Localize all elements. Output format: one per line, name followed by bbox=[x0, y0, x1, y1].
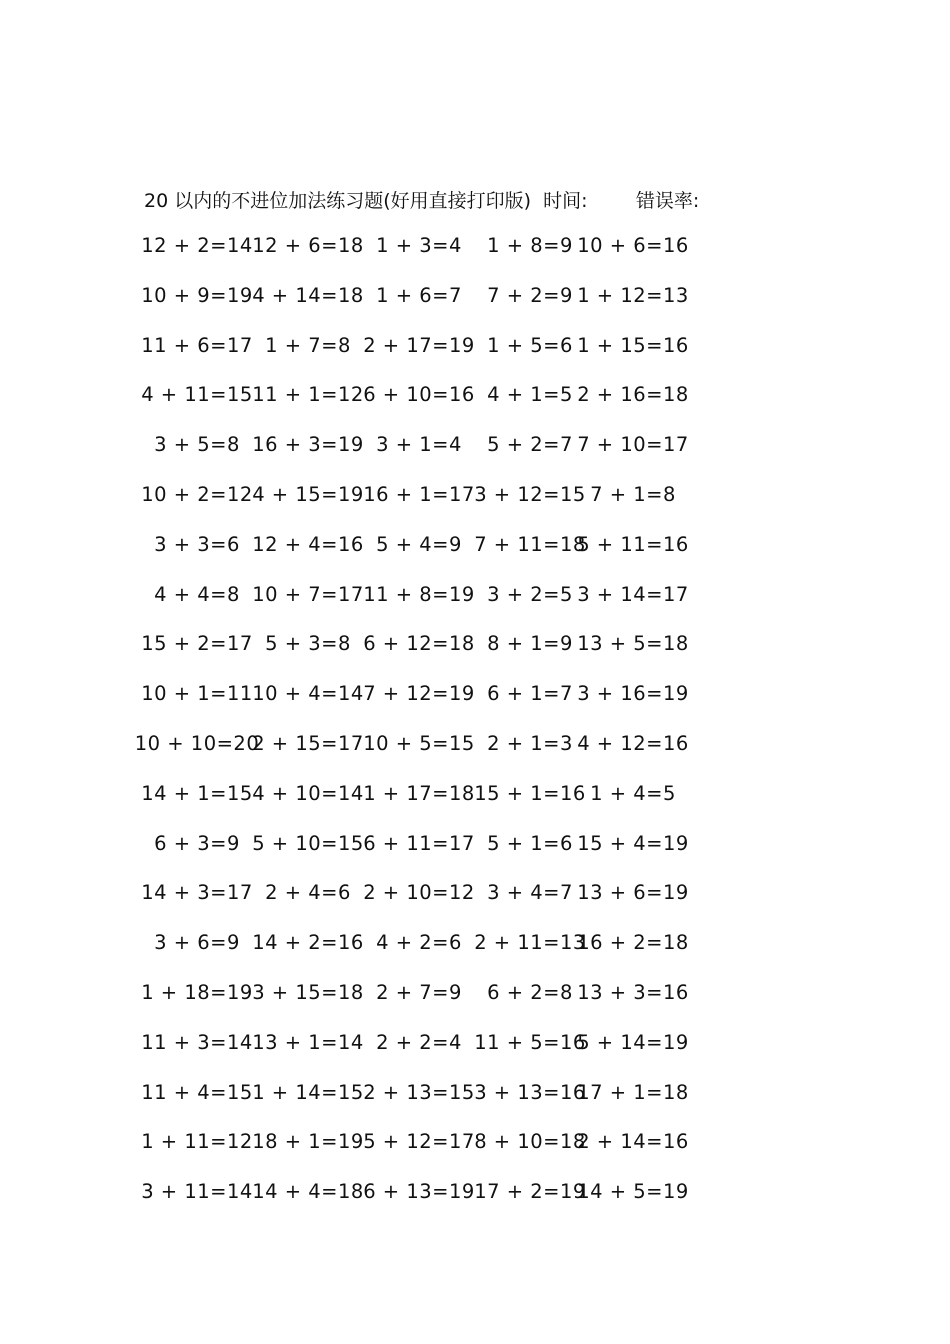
exercise-item: 15 + 4=19 bbox=[577, 831, 689, 855]
exercise-item: 3 + 6=9 bbox=[154, 931, 240, 955]
exercise-item: 1 + 14=15 bbox=[252, 1080, 364, 1104]
exercise-item: 16 + 3=19 bbox=[252, 433, 364, 457]
exercise-row bbox=[0, 981, 950, 1011]
exercise-item: 12 + 6=18 bbox=[252, 234, 364, 257]
exercise-item: 6 + 3=9 bbox=[154, 831, 240, 855]
exercise-item: 14 + 1=15 bbox=[141, 781, 253, 805]
exercise-item: 15 + 2=17 bbox=[141, 632, 253, 656]
exercise-item: 11 + 5=16 bbox=[474, 1030, 586, 1054]
exercise-item: 13 + 1=14 bbox=[252, 1030, 364, 1054]
exercise-item: 10 + 5=15 bbox=[363, 732, 475, 755]
exercise-item: 4 + 10=14 bbox=[252, 781, 364, 805]
exercise-row bbox=[0, 881, 950, 911]
exercise-item: 2 + 16=18 bbox=[577, 383, 689, 407]
exercise-row bbox=[0, 284, 950, 314]
exercise-row bbox=[0, 682, 950, 712]
exercise-item: 13 + 3=16 bbox=[577, 981, 689, 1004]
exercise-item: 2 + 2=4 bbox=[376, 1030, 462, 1054]
exercise-item: 10 + 4=14 bbox=[252, 682, 364, 706]
exercise-item: 3 + 16=19 bbox=[577, 682, 689, 706]
exercise-item: 2 + 11=13 bbox=[474, 931, 586, 955]
exercise-row bbox=[0, 383, 950, 413]
exercise-item: 5 + 2=7 bbox=[487, 433, 573, 457]
exercise-item: 11 + 8=19 bbox=[363, 582, 475, 606]
exercise-item: 6 + 2=8 bbox=[487, 981, 573, 1004]
exercise-item: 5 + 11=16 bbox=[577, 532, 689, 556]
exercise-item: 4 + 2=6 bbox=[376, 931, 462, 955]
exercise-item: 11 + 6=17 bbox=[141, 333, 253, 357]
exercise-item: 5 + 4=9 bbox=[376, 532, 462, 556]
exercise-item: 2 + 15=17 bbox=[252, 732, 364, 755]
exercise-item: 7 + 2=9 bbox=[487, 283, 573, 307]
exercise-item: 12 + 4=16 bbox=[252, 532, 364, 556]
exercise-row bbox=[0, 334, 950, 364]
exercise-item: 1 + 5=6 bbox=[487, 333, 573, 357]
exercise-item: 11 + 1=12 bbox=[252, 383, 364, 407]
exercise-item: 11 + 4=15 bbox=[141, 1080, 253, 1104]
exercise-item: 6 + 12=18 bbox=[363, 632, 475, 656]
exercise-item: 7 + 11=18 bbox=[474, 532, 586, 556]
exercise-item: 10 + 9=19 bbox=[141, 283, 253, 307]
exercise-item: 3 + 2=5 bbox=[487, 582, 573, 606]
exercise-item: 1 + 11=12 bbox=[141, 1130, 253, 1154]
exercise-item: 2 + 17=19 bbox=[363, 333, 475, 357]
exercise-item: 4 + 11=15 bbox=[141, 383, 253, 407]
exercise-item: 10 + 10=20 bbox=[134, 732, 260, 755]
exercise-item: 1 + 8=9 bbox=[487, 234, 573, 257]
exercise-item: 7 + 10=17 bbox=[577, 433, 689, 457]
exercise-row bbox=[0, 1031, 950, 1061]
exercise-item: 5 + 12=17 bbox=[363, 1130, 475, 1154]
exercise-item: 2 + 13=15 bbox=[363, 1080, 475, 1104]
exercise-item: 16 + 1=17 bbox=[363, 483, 475, 506]
exercise-item: 1 + 3=4 bbox=[376, 234, 462, 257]
exercise-item: 10 + 2=12 bbox=[141, 483, 253, 506]
exercise-item: 2 + 1=3 bbox=[487, 732, 573, 755]
exercise-row bbox=[0, 583, 950, 613]
exercise-item: 6 + 1=7 bbox=[487, 682, 573, 706]
exercise-item: 3 + 4=7 bbox=[487, 881, 573, 905]
exercise-item: 5 + 14=19 bbox=[577, 1030, 689, 1054]
exercise-item: 4 + 4=8 bbox=[154, 582, 240, 606]
exercise-item: 2 + 4=6 bbox=[265, 881, 351, 905]
exercise-item: 12 + 2=14 bbox=[141, 234, 253, 257]
exercise-item: 2 + 7=9 bbox=[376, 981, 462, 1004]
exercise-row bbox=[0, 782, 950, 812]
exercise-item: 3 + 1=4 bbox=[376, 433, 462, 457]
exercise-item: 7 + 12=19 bbox=[363, 682, 475, 706]
exercise-item: 3 + 15=18 bbox=[252, 981, 364, 1004]
exercise-row bbox=[0, 533, 950, 563]
exercise-row bbox=[0, 433, 950, 463]
exercise-item: 16 + 2=18 bbox=[577, 931, 689, 955]
exercise-item: 1 + 12=13 bbox=[577, 283, 689, 307]
exercise-item: 6 + 11=17 bbox=[363, 831, 475, 855]
exercise-item: 10 + 6=16 bbox=[577, 234, 689, 257]
exercise-item: 14 + 2=16 bbox=[252, 931, 364, 955]
exercise-item: 3 + 12=15 bbox=[474, 483, 586, 506]
exercise-item: 5 + 1=6 bbox=[487, 831, 573, 855]
exercise-item: 1 + 15=16 bbox=[577, 333, 689, 357]
exercise-row bbox=[0, 1180, 950, 1210]
exercise-item: 4 + 15=19 bbox=[252, 483, 364, 506]
exercise-item: 13 + 5=18 bbox=[577, 632, 689, 656]
exercise-item: 14 + 4=18 bbox=[252, 1180, 364, 1204]
exercise-row bbox=[0, 832, 950, 862]
exercise-item: 7 + 1=8 bbox=[590, 483, 676, 506]
exercise-item: 15 + 1=16 bbox=[474, 781, 586, 805]
exercise-row bbox=[0, 1081, 950, 1111]
exercise-item: 17 + 1=18 bbox=[577, 1080, 689, 1104]
exercise-row bbox=[0, 931, 950, 961]
exercise-item: 10 + 1=11 bbox=[141, 682, 253, 706]
exercise-item: 1 + 4=5 bbox=[590, 781, 676, 805]
exercise-row bbox=[0, 483, 950, 513]
exercise-item: 4 + 1=5 bbox=[487, 383, 573, 407]
exercise-item: 11 + 3=14 bbox=[141, 1030, 253, 1054]
exercise-row bbox=[0, 632, 950, 662]
exercise-item: 2 + 14=16 bbox=[577, 1130, 689, 1154]
exercise-item: 8 + 1=9 bbox=[487, 632, 573, 656]
exercise-row bbox=[0, 234, 950, 264]
exercise-item: 4 + 12=16 bbox=[577, 732, 689, 755]
exercise-item: 3 + 13=16 bbox=[474, 1080, 586, 1104]
exercise-row bbox=[0, 732, 950, 762]
exercise-item: 8 + 10=18 bbox=[474, 1130, 586, 1154]
exercise-item: 1 + 17=18 bbox=[363, 781, 475, 805]
exercise-item: 14 + 5=19 bbox=[577, 1180, 689, 1204]
exercise-item: 2 + 10=12 bbox=[363, 881, 475, 905]
exercise-item: 14 + 3=17 bbox=[141, 881, 253, 905]
exercise-row bbox=[0, 1130, 950, 1160]
exercise-item: 3 + 5=8 bbox=[154, 433, 240, 457]
exercise-item: 1 + 18=19 bbox=[141, 981, 253, 1004]
exercise-item: 3 + 11=14 bbox=[141, 1180, 253, 1204]
exercise-item: 5 + 10=15 bbox=[252, 831, 364, 855]
exercise-item: 4 + 14=18 bbox=[252, 283, 364, 307]
exercise-item: 13 + 6=19 bbox=[577, 881, 689, 905]
exercise-item: 1 + 6=7 bbox=[376, 283, 462, 307]
exercise-item: 3 + 14=17 bbox=[577, 582, 689, 606]
exercise-item: 17 + 2=19 bbox=[474, 1180, 586, 1204]
exercise-item: 6 + 10=16 bbox=[363, 383, 475, 407]
exercise-item: 18 + 1=19 bbox=[252, 1130, 364, 1154]
worksheet-title: 20 以内的不进位加法练习题(好用直接打印版) 时间: 错误率: bbox=[144, 190, 700, 212]
exercise-item: 10 + 7=17 bbox=[252, 582, 364, 606]
exercise-item: 3 + 3=6 bbox=[154, 532, 240, 556]
exercise-item: 1 + 7=8 bbox=[265, 333, 351, 357]
exercise-item: 5 + 3=8 bbox=[265, 632, 351, 656]
exercise-item: 6 + 13=19 bbox=[363, 1180, 475, 1204]
